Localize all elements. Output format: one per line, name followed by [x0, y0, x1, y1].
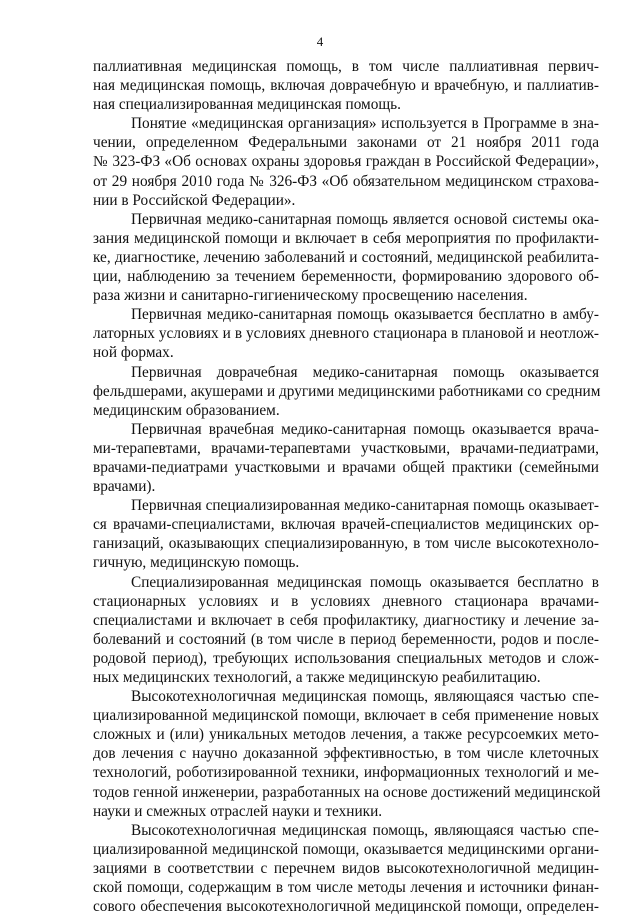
text-line: Первичная врачебная медико-санитарная помощь оказывается врача-	[131, 420, 599, 438]
text-line: ке, диагностике, лечению заболеваний и состояний, медицинской реабилита-	[93, 248, 599, 266]
text-line: родовой период), требующих использования специальных методов и слож-	[93, 649, 599, 667]
document-body	[93, 57, 599, 916]
text-line: паллиативная медицинская помощь, в том числе паллиативная первич-	[93, 58, 599, 75]
text-line: фельдшерами, акушерами и другими медицинскими работниками со средним	[93, 382, 601, 400]
text-line: № 323-ФЗ «Об основах охраны здоровья граждан в Российской Федерации»,	[93, 153, 599, 171]
text-line: ся врачами-специалистами, включая врачей-специалистов медицинских ор-	[93, 516, 599, 534]
text-line: циализированной медицинской помощи, оказывается медицинскими органи-	[93, 840, 599, 858]
text-line: науки и смежных отраслей науки и техники.	[93, 802, 383, 820]
text-line: Первичная медико-санитарная помощь является основой системы ока-	[131, 210, 599, 228]
text-line: от 29 ноября 2010 года № 326-ФЗ «Об обязательном медицинском страхова-	[93, 172, 599, 190]
paragraph	[93, 363, 599, 420]
text-line: латорных условиях и в условиях дневного стационара в плановой и неотлож-	[93, 325, 599, 343]
paragraph	[93, 305, 599, 362]
text-line: болеваний и состояний (в том числе в период беременности, родов и после-	[93, 630, 599, 648]
paragraph	[93, 114, 599, 209]
text-line: стационарных условиях и в условиях дневного стационара врачами-	[93, 592, 599, 610]
text-line: циализированной медицинской помощи, включает в себя применение новых	[93, 707, 599, 725]
text-line: раза жизни и санитарно-гигиеническому просвещению населения.	[93, 287, 528, 305]
text-line: зациями в соответствии с перечнем видов высокотехнологичной медицин-	[93, 859, 599, 877]
text-line: дов лечения с научно доказанной эффективностью, в том числе клеточных	[93, 745, 599, 763]
page-number: 4	[316, 34, 324, 49]
text-line: ганизаций, оказывающих специализированную, в том числе высокотехноло-	[93, 535, 599, 553]
text-line: гичную, медицинскую помощь.	[93, 554, 300, 572]
text-line: Высокотехнологичная медицинская помощь, являющаяся частью спе-	[131, 821, 599, 839]
paragraph	[93, 821, 599, 916]
text-line: ми-терапевтами, врачами-терапевтами участковыми, врачами-педиатрами,	[93, 439, 599, 457]
text-line: чении, определенном Федеральными законами от 21 ноября 2011 года	[93, 134, 599, 152]
text-line: медицинским образованием.	[93, 401, 280, 419]
text-line: врачами-педиатрами участковыми и врачами общей практики (семейными	[93, 458, 599, 476]
text-line: Первичная медико-санитарная помощь оказывается бесплатно в амбу-	[131, 306, 599, 324]
text-line: нии в Российской Федерации».	[93, 191, 296, 209]
paragraph	[93, 687, 599, 821]
paragraph	[93, 210, 599, 305]
text-line: врачами).	[93, 478, 156, 496]
text-line: зания медицинской помощи и включает в себя мероприятия по профилакти-	[93, 229, 599, 247]
text-line: Высокотехнологичная медицинская помощь, являющаяся частью спе-	[131, 688, 599, 706]
text-line: технологий, роботизированной техники, информационных технологий и ме-	[93, 764, 599, 782]
text-line: специалистами и включает в себя профилактику, диагностику и лечение за-	[93, 611, 599, 629]
text-line: ных медицинских технологий, а также медицинскую реабилитацию.	[93, 669, 541, 686]
text-line: ная медицинская помощь, включая доврачебную и врачебную, и паллиатив-	[93, 77, 599, 95]
text-line: Специализированная медицинская помощь оказывается бесплатно в	[131, 573, 599, 591]
text-line: ской помощи, содержащим в том числе методы лечения и источники финан-	[93, 879, 599, 897]
paragraph	[93, 496, 599, 572]
text-line: сложных и (или) уникальных методов лечения, а также ресурсоемких мето-	[93, 726, 599, 744]
text-line: ции, наблюдению за течением беременности, формированию здорового об-	[93, 268, 599, 286]
text-line: Понятие «медицинская организация» используется в Программе в зна-	[131, 115, 599, 133]
paragraph	[93, 420, 599, 496]
text-line: сового обеспечения высокотехнологичной медицинской помощи, определен-	[93, 898, 599, 916]
paragraph	[93, 573, 599, 688]
paragraph	[93, 57, 599, 114]
text-line: Первичная специализированная медико-санитарная помощь оказывает-	[131, 497, 599, 515]
text-line: тодов генной инженерии, разработанных на основе достижений медицинской	[93, 783, 601, 801]
text-line: ная специализированная медицинская помощь.	[93, 96, 401, 114]
text-line: Первичная доврачебная медико-санитарная помощь оказывается	[131, 363, 599, 381]
text-line: ной формах.	[93, 344, 174, 362]
